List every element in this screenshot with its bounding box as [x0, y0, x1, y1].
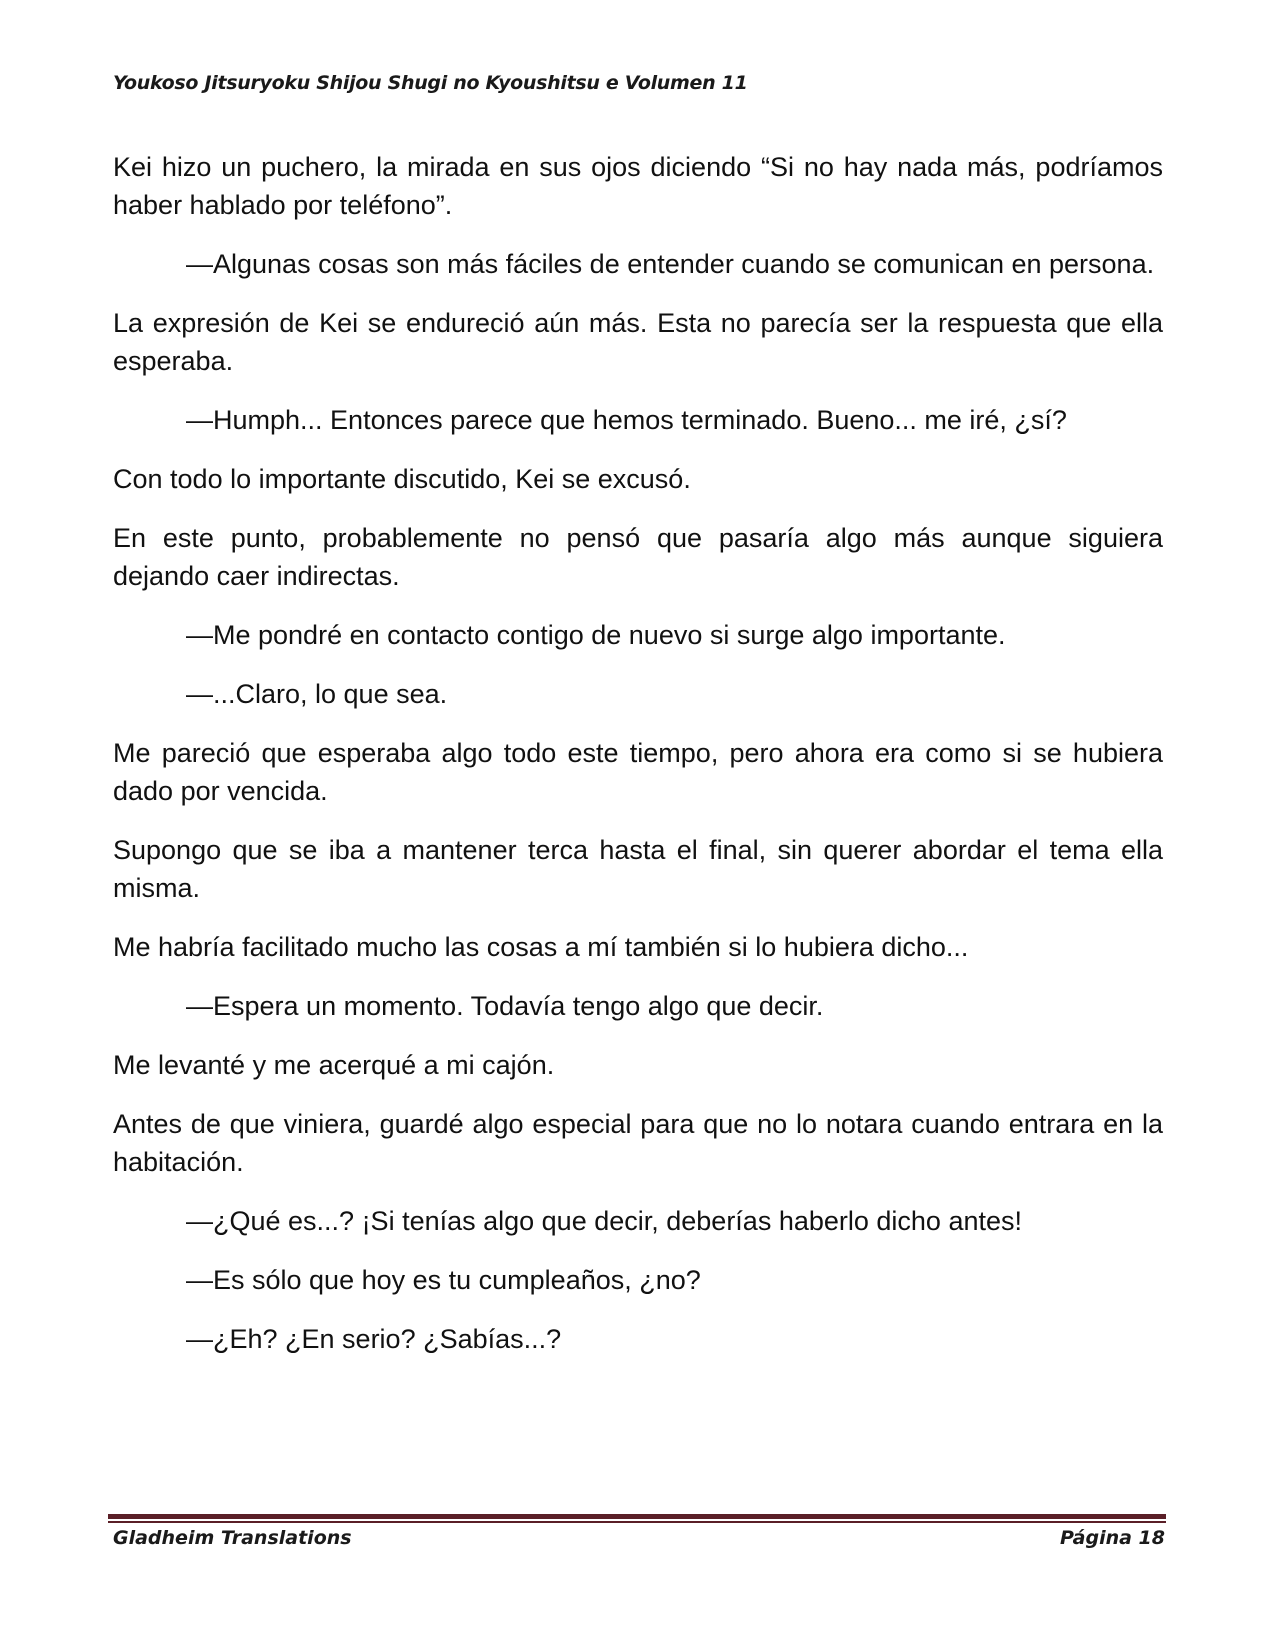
paragraph: La expresión de Kei se endureció aún más. Esta no parecía ser la respuesta que ella esperaba.: [113, 308, 1163, 376]
paragraph: Me pareció que esperaba algo todo este tiempo, pero ahora era como si se hubiera dado por vencida.: [113, 738, 1163, 806]
dialogue-line: —Me pondré en contacto contigo de nuevo si surge algo importante.: [186, 620, 1006, 650]
running-header: Youkoso Jitsuryoku Shijou Shugi no Kyoushitsu e Volumen 11: [113, 72, 748, 94]
dialogue-line: —Humph... Entonces parece que hemos terminado. Bueno... me iré, ¿sí?: [186, 405, 1067, 435]
paragraph: Me habría facilitado mucho las cosas a mí también si lo hubiera dicho...: [113, 932, 969, 962]
dialogue-line: —Es sólo que hoy es tu cumpleaños, ¿no?: [186, 1265, 701, 1295]
dialogue-line: —Algunas cosas son más fáciles de entender cuando se comunican en persona.: [186, 249, 1155, 279]
paragraph: Con todo lo importante discutido, Kei se excusó.: [113, 464, 691, 494]
paragraph: Kei hizo un puchero, la mirada en sus ojos diciendo “Si no hay nada más, podríamos haber hablado por teléfono”.: [113, 152, 1163, 220]
page-number: Página 18: [1059, 1527, 1165, 1549]
dialogue-line: —¿Qué es...? ¡Si tenías algo que decir, deberías haberlo dicho antes!: [186, 1206, 1022, 1236]
footer-rule-thin: [108, 1521, 1166, 1523]
dialogue-line: —Espera un momento. Todavía tengo algo que decir.: [186, 991, 824, 1021]
paragraph: En este punto, probablemente no pensó que pasaría algo más aunque siguiera dejando caer indirectas.: [113, 523, 1163, 591]
paragraph: Antes de que viniera, guardé algo especial para que no lo notara cuando entrara en la habitación.: [113, 1109, 1163, 1177]
dialogue-line: —¿Eh? ¿En serio? ¿Sabías...?: [186, 1324, 562, 1354]
page-body: [113, 148, 1163, 1379]
footer-rule-thick: [108, 1514, 1166, 1519]
dialogue-line: —...Claro, lo que sea.: [186, 679, 448, 709]
footer-credit: Gladheim Translations: [113, 1527, 352, 1549]
paragraph: Supongo que se iba a mantener terca hasta el final, sin querer abordar el tema ella misma.: [113, 835, 1163, 903]
paragraph: Me levanté y me acerqué a mi cajón.: [113, 1050, 555, 1080]
